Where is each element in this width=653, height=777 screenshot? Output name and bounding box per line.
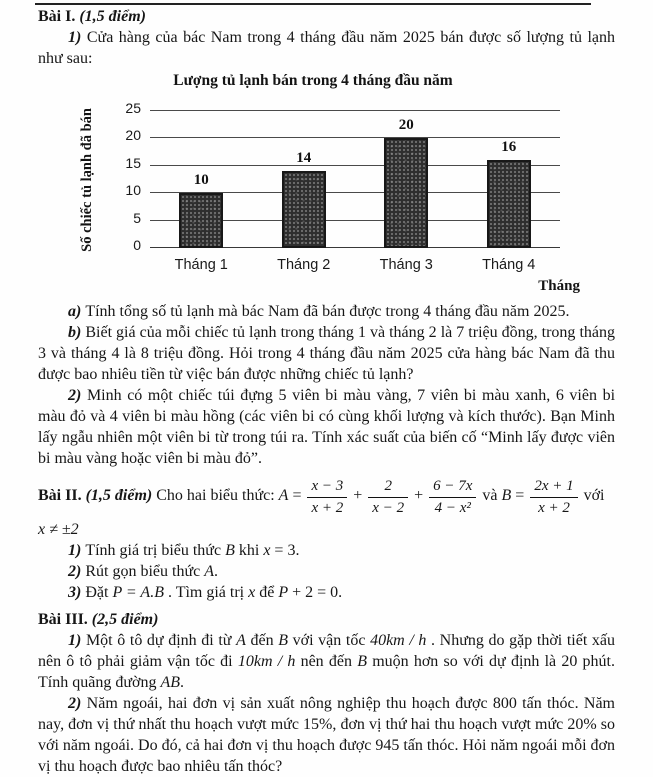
text-run: = 3. [270, 542, 300, 559]
bar-Tháng 2 [282, 171, 326, 248]
text-run: . [214, 563, 218, 580]
text-run: = [511, 487, 529, 505]
text-run: A [204, 563, 214, 580]
chart-title: Lượng tủ lạnh bán trong 4 tháng đầu năm [173, 72, 453, 89]
bai1-part2 [38, 385, 615, 469]
text-run: 2) [68, 387, 87, 404]
text-run: để [255, 584, 279, 601]
y-tick-label-25: 25 [125, 100, 141, 116]
text-run: A [278, 487, 289, 505]
text-run: Bài III. [38, 611, 92, 628]
bar-Tháng 3 [384, 138, 428, 248]
text-run: 2) [68, 563, 86, 580]
text-run: (1,5 điểm) [85, 487, 157, 505]
fraction-denominator: 4 − x² [434, 499, 471, 516]
x-axis-title: Tháng [538, 278, 580, 294]
y-tick-label-15: 15 [125, 154, 141, 171]
header-divider-line [35, 3, 591, 5]
fraction [530, 477, 577, 516]
bai1-part-a [38, 301, 615, 322]
text-run: b) [68, 324, 86, 341]
fraction [307, 477, 347, 516]
text-run: . [180, 674, 184, 691]
text-run: AB [160, 674, 180, 691]
bai3-q1 [38, 630, 615, 693]
text-run: nên đến [295, 653, 358, 670]
text-run: Biết giá của mỗi chiếc tủ lạnh trong tháng 1 và tháng 2 là 7 triệu đồng, trong tháng 3 và tháng 4 là 8 triệu đồng. Hỏi trong 4 tháng đầu năm 2025 cửa hàng bác Nam đã thu được bao nhiêu tiền từ việc bán được những chiếc tủ lạnh? [38, 324, 616, 383]
text-run: x ≠ ±2 [38, 521, 79, 538]
y-tick-label-0: 0 [133, 237, 141, 253]
fraction [368, 477, 408, 516]
x-category-label: Tháng 4 [482, 257, 536, 273]
fraction-denominator: x − 2 [372, 499, 405, 516]
bar-value-label: 16 [501, 139, 517, 156]
text-run: + [410, 487, 428, 505]
text-run: 1) [68, 632, 86, 649]
text-run: 3) [68, 584, 86, 601]
text-run: + [349, 487, 367, 505]
text-run: và [478, 487, 502, 505]
text-run: + 2 = 0. [288, 584, 343, 601]
text-run: (1,5 điểm) [79, 8, 146, 25]
text-run: B [501, 487, 512, 505]
fraction [429, 477, 476, 516]
chart-plot-region [66, 100, 560, 253]
fraction-numerator: 2 [368, 477, 408, 498]
y-axis-title: Số chiếc tủ lạnh đã bán [78, 107, 95, 252]
plot-area [150, 111, 560, 248]
bai1-part-b [38, 322, 615, 385]
bar-Tháng 4 [487, 160, 531, 248]
gridline-20 [150, 137, 560, 138]
text-run: Rút gọn biểu thức [85, 563, 205, 580]
bai3-q2 [38, 693, 615, 777]
text-run: Một ô tô dự định đi từ [85, 632, 237, 649]
text-run: P [278, 584, 289, 601]
text-run: 1) [68, 29, 87, 46]
text-run: 1) [68, 542, 86, 559]
y-tick-label-5: 5 [133, 209, 141, 226]
fraction-denominator: x + 2 [311, 499, 344, 516]
y-tick-label-20: 20 [125, 127, 141, 144]
bar-value-label: 10 [193, 172, 209, 189]
text-run: P = A.B [112, 584, 164, 601]
fraction-denominator: x + 2 [538, 499, 570, 516]
text-run: Tính giá trị biểu thức [85, 542, 226, 559]
text-run: B [278, 632, 289, 649]
text-run: = [288, 487, 306, 505]
bar-value-label: 14 [296, 150, 312, 167]
bai2-q1 [38, 540, 615, 561]
bar-Tháng 1 [179, 193, 223, 248]
text-run: đến [245, 632, 279, 649]
text-run: 40km / h [370, 632, 427, 649]
text-run: Cho hai biểu thức: [156, 487, 279, 505]
bai2-condition [38, 519, 615, 540]
text-run: Tính tổng số tủ lạnh mà bác Nam đã bán được trong 4 tháng đầu năm 2025. [85, 303, 570, 320]
x-category-label: Tháng 3 [379, 257, 433, 273]
text-run: Bài I. [38, 8, 80, 25]
y-axis-ticks [108, 100, 150, 253]
text-run: Đặt [85, 584, 113, 601]
x-category-label: Tháng 2 [277, 257, 331, 273]
bai2-q2 [38, 561, 615, 582]
text-run: a) [68, 303, 86, 320]
x-category-label: Tháng 1 [174, 257, 228, 273]
fraction-numerator: 6 − 7x [429, 477, 476, 498]
bai3-heading [38, 609, 615, 630]
fraction-numerator: x − 3 [307, 477, 347, 498]
text-run: 2) [68, 695, 87, 712]
text-run: Năm ngoái, hai đơn vị sản xuất nông nghiệp thu hoạch được 800 tấn thóc. Năm nay, đơn vị thứ nhất thu hoạch vượt mức 15%, đơn vị thứ hai thu hoạch vượt mức 20% so với năm ngoái. Do đó, cả hai đơn vị thu hoạch được 945 tấn thóc. Hỏi năm ngoái mỗi đơn vị thu hoạch được bao nhiêu tấn thóc? [38, 695, 616, 775]
text-run: B [357, 653, 367, 670]
text-run: A [236, 632, 246, 649]
fraction-numerator: 2x + 1 [530, 477, 577, 498]
text-run: B [225, 542, 235, 559]
text-run: x [263, 542, 271, 559]
text-run: Minh có một chiếc túi đựng 5 viên bi màu vàng, 7 viên bi màu xanh, 6 viên bi màu đỏ và 4 viên bi màu hồng (các viên bi có cùng khối lượng và kích thước). Bạn Minh lấy ngẫu nhiên một viên bi từ trong túi ra. Tính xác suất của biến cố “Minh lấy được viên bi màu vàng hoặc viên bi màu đỏ”. [38, 387, 616, 467]
text-run: khi [234, 542, 264, 559]
text-run: (2,5 điểm) [91, 611, 159, 628]
text-run: . Nhưng do gặp thời tiết xấu nên ô tô phải giảm vận tốc đi [38, 632, 616, 670]
text-run: với vận tốc [288, 632, 371, 649]
text-run: với [579, 487, 605, 505]
bar-value-label: 20 [398, 117, 414, 134]
bai1-heading [38, 6, 615, 27]
y-tick-label-10: 10 [125, 182, 141, 199]
bai2-q3 [38, 582, 615, 603]
text-run: x [248, 584, 256, 601]
text-run: muộn hơn so với dự định là 20 phút. Tính quãng đường [38, 653, 615, 691]
x-axis-categories [150, 256, 560, 274]
bai2-heading-formula [38, 477, 615, 516]
bar-chart [66, 71, 580, 295]
text-run: Cửa hàng của bác Nam trong 4 tháng đầu năm 2025 bán được số lượng tủ lạnh như sau: [38, 29, 616, 67]
text-run: Bài II. [38, 487, 86, 505]
text-run: . Tìm giá trị [163, 584, 249, 601]
gridline-25 [150, 110, 560, 111]
text-run: 10km / h [237, 653, 296, 670]
bai1-part1-text [38, 27, 615, 69]
